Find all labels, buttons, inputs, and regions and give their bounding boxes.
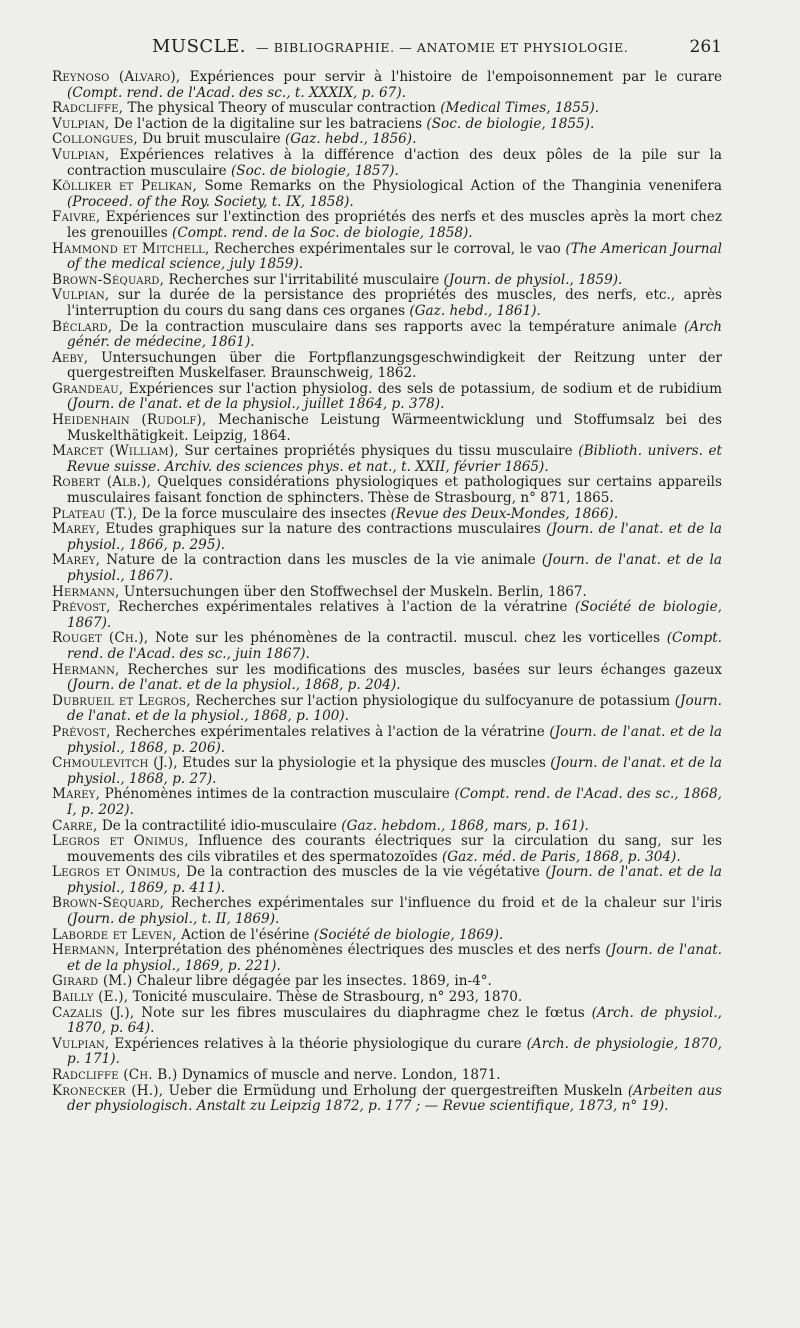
entry-title: Influence des courants électriques sur la circulation du sang, sur les mouvements des cils vibratiles et des spermatozoïdes: [67, 833, 722, 865]
entry-title: De la contraction des muscles de la vie végétative: [180, 864, 546, 881]
entry-author: Vulpian,: [52, 1035, 110, 1052]
entry-author: Cazalis (J.),: [52, 1004, 135, 1021]
bibliography-entry: [52, 553, 722, 584]
entry-author: Heidenhain (Rudolf),: [52, 412, 207, 429]
bibliography-entry: [52, 242, 722, 273]
entry-author: Brown-Séquard,: [52, 271, 165, 288]
entry-author: Girard (M.): [52, 973, 133, 990]
entry-title: Untersuchungen über die Fortpflanzungsgeschwindigkeit der Reitzung unter der quergestreiften Muskelfaser. Braunschweig, 1862.: [67, 349, 722, 382]
entry-source: (Journ. de l'anat. et de la physiol., 1867).: [67, 552, 722, 584]
entry-source: (Journ. de l'anat. et de la physiol., juillet 1864, p. 378).: [67, 396, 445, 413]
entry-title: Recherches sur l'irritabilité musculaire: [164, 271, 444, 288]
entry-title: Recherches expérimentales sur le corroval, le vao: [209, 240, 566, 257]
entry-title: De la force musculaire des insectes: [137, 505, 391, 522]
bibliography-entry: [52, 132, 722, 148]
entry-title: Expériences relatives à la différence d'action des deux pôles de la pile sur la contraction musculaire: [67, 146, 722, 179]
entry-author: Marey,: [52, 552, 101, 569]
bibliography-entry: [52, 210, 722, 241]
entry-author: Legros et Onimus,: [52, 864, 181, 881]
entry-title: sur la durée de la persistance des propriétés des muscles, des nerfs, etc., après l'interruption du cours du sang dans ces organes: [67, 287, 722, 319]
bibliography-entry: [52, 1084, 722, 1115]
bibliography-entry: [52, 896, 722, 927]
entry-source: (Journ. de l'anat. et de la physiol., 1866, p. 295).: [67, 521, 722, 553]
entry-author: Marey,: [52, 786, 101, 803]
entry-source: (Soc. de biologie, 1857).: [230, 162, 399, 179]
bibliography-entry: [52, 928, 722, 944]
entry-title: Recherches expérimentales sur l'influence du froid et de la chaleur sur l'iris: [164, 895, 722, 912]
entry-title: Phénomènes intimes de la contraction musculaire: [100, 786, 455, 803]
entry-source: (Journ. de l'anat. et de la physiol., 1868, p. 204).: [67, 677, 401, 694]
entry-title: Expériences sur l'extinction des propriétés des nerfs et des muscles après la mort chez les grenouilles: [67, 209, 722, 241]
bibliography-entry: [52, 663, 722, 694]
entry-title: The physical Theory of muscular contraction: [123, 100, 441, 117]
entry-title: Recherches expérimentales relatives à l'action de la vératrine: [110, 599, 575, 616]
entry-source: (Arbeiten aus der physiologisch. Anstalt zu Leipzig 1872, p. 177 ; — Revue scientifique, 1873, n° 19).: [67, 1082, 722, 1115]
entry-title: Mechanische Leistung Wärmeentwicklung und Stoffumsalz bei des Muskelthätigkeit. Leipzig, 1864.: [67, 412, 722, 444]
bibliography-entry: [52, 320, 722, 351]
entry-title: Note sur les fibres musculaires du diaphragme chez le fœtus: [134, 1004, 592, 1021]
entry-source: (Journ. de l'anat. et de la physiol., 1868, p. 27).: [67, 755, 722, 787]
entry-source: (Gaz. méd. de Paris, 1868, p. 304).: [441, 848, 681, 865]
entry-source: (Journ. de l'anat. et de la physiol., 1868, p. 100).: [67, 692, 723, 725]
bibliography-entry: [52, 117, 722, 133]
entry-title: Ueber die Ermüdung und Erholung der quergestreiften Muskeln: [163, 1082, 628, 1099]
entry-author: Vulpian,: [52, 287, 110, 304]
entry-author: Vulpian,: [52, 115, 110, 132]
bibliography-entry: [52, 475, 722, 506]
running-header: [52, 36, 722, 64]
entry-author: Dubrueil et Legros,: [52, 692, 191, 709]
entry-title: Note sur les phénomènes de la contractil. muscul. chez les vorticelles: [148, 630, 667, 647]
entry-author: Kronecker (H.),: [52, 1082, 164, 1099]
bibliography-entry: [52, 600, 722, 631]
bibliography-entry: [52, 585, 722, 601]
bibliography-entry: [52, 865, 722, 896]
bibliography-entry: [52, 444, 722, 475]
header-title-group: [52, 36, 628, 57]
bibliography-list: [52, 70, 722, 1115]
entry-title: Chaleur libre dégagée par les insectes. 1869, in-4°.: [132, 973, 492, 990]
entry-source: (Biblioth. univers. et Revue suisse. Archiv. des sciences phys. et nat., t. XXII, février 1865).: [67, 443, 722, 475]
entry-source: (Journ. de l'anat. et de la physiol., 1869, p. 221).: [67, 942, 722, 974]
entry-source: (Compt. rend. de l'Acad. des sc., juin 1867).: [67, 630, 722, 662]
entry-author: Chmoulevitch (J.),: [52, 755, 178, 772]
bibliography-entry: [52, 819, 722, 835]
entry-source: (Soc. de biologie, 1855).: [426, 115, 595, 132]
bibliography-entry: [52, 148, 722, 179]
entry-source: (Compt. rend. de l'Acad. des sc., t. XXXIX, p. 67).: [67, 84, 406, 101]
entry-title: Action de l'ésérine: [176, 926, 314, 943]
bibliography-entry: [52, 273, 722, 289]
entry-author: Carre,: [52, 817, 98, 834]
entry-author: Reynoso (Alvaro),: [52, 69, 181, 85]
entry-author: Béclard,: [52, 318, 113, 335]
entry-author: Radcliffe (Ch. B.): [52, 1067, 178, 1083]
bibliography-entry: [52, 1068, 722, 1084]
entry-title: Untersuchungen über den Stoffwechsel der Muskeln. Berlin, 1867.: [119, 583, 587, 600]
entry-title: De la contractilité idio-musculaire: [97, 817, 342, 834]
bibliography-entry: [52, 179, 722, 210]
entry-title: Recherches sur l'action physiologique du sulfocyanure de potassium: [190, 692, 675, 709]
bibliography-entry: [52, 943, 722, 974]
entry-source: (Journ. de physiol., t. II, 1869).: [67, 911, 280, 928]
entry-title: Quelques considérations physiologiques et pathologiques sur certains appareils musculaires faisant fonction de sphincters. Thèse de Strasbourg, n° 871, 1865.: [67, 474, 722, 507]
bibliography-entry: [52, 382, 722, 413]
entry-title: Recherches sur les modifications des muscles, basées sur leurs échanges gazeux: [119, 661, 722, 678]
entry-title: Expériences relatives à la théorie physiologique du curare: [109, 1035, 527, 1052]
entry-source: (Gaz. hebd., 1861).: [409, 302, 541, 319]
entry-source: (Proceed. of the Roy. Society, t. IX, 1858).: [67, 193, 354, 210]
entry-title: Some Remarks on the Physiological Action of the Thanginia venenifera: [197, 178, 722, 195]
entry-title: Expériences sur l'action physiolog. des sels de potassium, de sodium et de rubidium: [123, 380, 722, 397]
bibliography-entry: [52, 725, 722, 756]
entry-author: Legros et Onimus,: [52, 833, 189, 850]
bibliography-entry: [52, 413, 722, 444]
entry-author: Laborde et Leven,: [52, 926, 177, 943]
entry-source: (Arch génér. de médecine, 1861).: [67, 318, 722, 351]
entry-title: Du bruit musculaire: [137, 131, 285, 148]
bibliography-entry: [52, 1006, 722, 1037]
entry-source: (Revue des Deux-Mondes, 1866).: [390, 505, 619, 522]
bibliography-entry: [52, 70, 722, 101]
entry-author: Grandeau,: [52, 380, 124, 397]
entry-title: Tonicité musculaire. Thèse de Strasbourg, n° 293, 1870.: [128, 989, 523, 1006]
entry-author: Collongues,: [52, 131, 138, 148]
entry-author: Aeby,: [52, 349, 89, 366]
entry-source: (Arch. de physiologie, 1870, p. 171).: [67, 1035, 722, 1068]
entry-title: Interprétation des phénomènes électriques des muscles et des nerfs: [119, 942, 606, 959]
entry-source: (Journ. de physiol., 1859).: [443, 271, 623, 288]
entry-title: Etudes graphiques sur la nature des contractions musculaires: [100, 521, 547, 538]
entry-source: (Compt. rend. de l'Acad. des sc., 1868, I, p. 202).: [67, 786, 722, 818]
entry-author: Rouget (Ch.),: [52, 630, 149, 647]
entry-author: Marcet (William),: [52, 443, 179, 460]
entry-author: Hermann,: [52, 583, 120, 600]
entry-author: Radcliffe,: [52, 100, 124, 117]
entry-author: Hammond et Mitchell,: [52, 240, 210, 257]
entry-source: (Medical Times, 1855).: [440, 100, 600, 117]
entry-title: Sur certaines propriétés physiques du tissu musculaire: [178, 443, 579, 460]
entry-title: Recherches expérimentales relatives à l'action de la vératrine: [110, 723, 550, 740]
bibliography-entry: [52, 507, 722, 523]
entry-author: Prévost,: [52, 599, 111, 616]
entry-source: (Arch. de physiol., 1870, p. 64).: [67, 1004, 722, 1037]
bibliography-entry: [52, 351, 722, 382]
bibliography-entry: [52, 1037, 722, 1068]
entry-author: Hermann,: [52, 661, 120, 678]
entry-author: Robert (Alb.),: [52, 474, 152, 491]
entry-author: Faivre,: [52, 209, 101, 226]
running-title: MUSCLE.: [152, 36, 247, 57]
entry-source: (Société de biologie, 1867).: [67, 599, 722, 631]
bibliography-entry: [52, 288, 722, 319]
entry-title: De la contraction musculaire dans ses rapports avec la température animale: [112, 318, 684, 335]
entry-source: (Gaz. hebd., 1856).: [284, 131, 417, 148]
entry-title: Expériences pour servir à l'histoire de l'empoisonnement par le curare: [180, 69, 722, 85]
entry-source: (The American Journal of the medical science, july 1859).: [67, 240, 722, 273]
entry-author: Marey,: [52, 521, 101, 538]
entry-author: Hermann,: [52, 942, 120, 959]
entry-author: Prévost,: [52, 723, 111, 740]
entry-author: Bailly (E.),: [52, 989, 129, 1006]
bibliography-entry: [52, 101, 722, 117]
entry-source: (Journ. de l'anat. et de la physiol., 1868, p. 206).: [67, 723, 722, 756]
entry-author: Vulpian,: [52, 146, 110, 163]
entry-title: Etudes sur la physiologie et la physique des muscles: [177, 755, 551, 772]
entry-source: (Gaz. hebdom., 1868, mars, p. 161).: [341, 817, 589, 834]
bibliography-entry: [52, 990, 722, 1006]
entry-source: (Société de biologie, 1869).: [313, 926, 504, 943]
entry-title: De l'action de la digitaline sur les batraciens: [109, 115, 427, 132]
bibliography-entry: [52, 522, 722, 553]
bibliography-entry: [52, 756, 722, 787]
entry-author: Brown-Séquard,: [52, 895, 165, 912]
entry-author: Plateau (T.),: [52, 505, 138, 522]
bibliography-entry: [52, 834, 722, 865]
entry-source: (Journ. de l'anat. et de la physiol., 1869, p. 411).: [67, 864, 722, 896]
entry-title: Dynamics of muscle and nerve. London, 1871.: [177, 1067, 501, 1083]
bibliography-entry: [52, 694, 722, 725]
bibliography-entry: [52, 787, 722, 818]
bibliography-entry: [52, 631, 722, 662]
bibliography-entry: [52, 974, 722, 990]
entry-source: (Compt. rend. de la Soc. de biologie, 1858).: [172, 224, 473, 241]
entry-author: Kölliker et Pelikan,: [52, 178, 197, 195]
entry-title: Nature de la contraction dans les muscles de la vie animale: [100, 552, 542, 569]
page-number: 261: [689, 37, 722, 57]
section-title: — BIBLIOGRAPHIE. — ANATOMIE ET PHYSIOLOGIE.: [256, 40, 629, 55]
